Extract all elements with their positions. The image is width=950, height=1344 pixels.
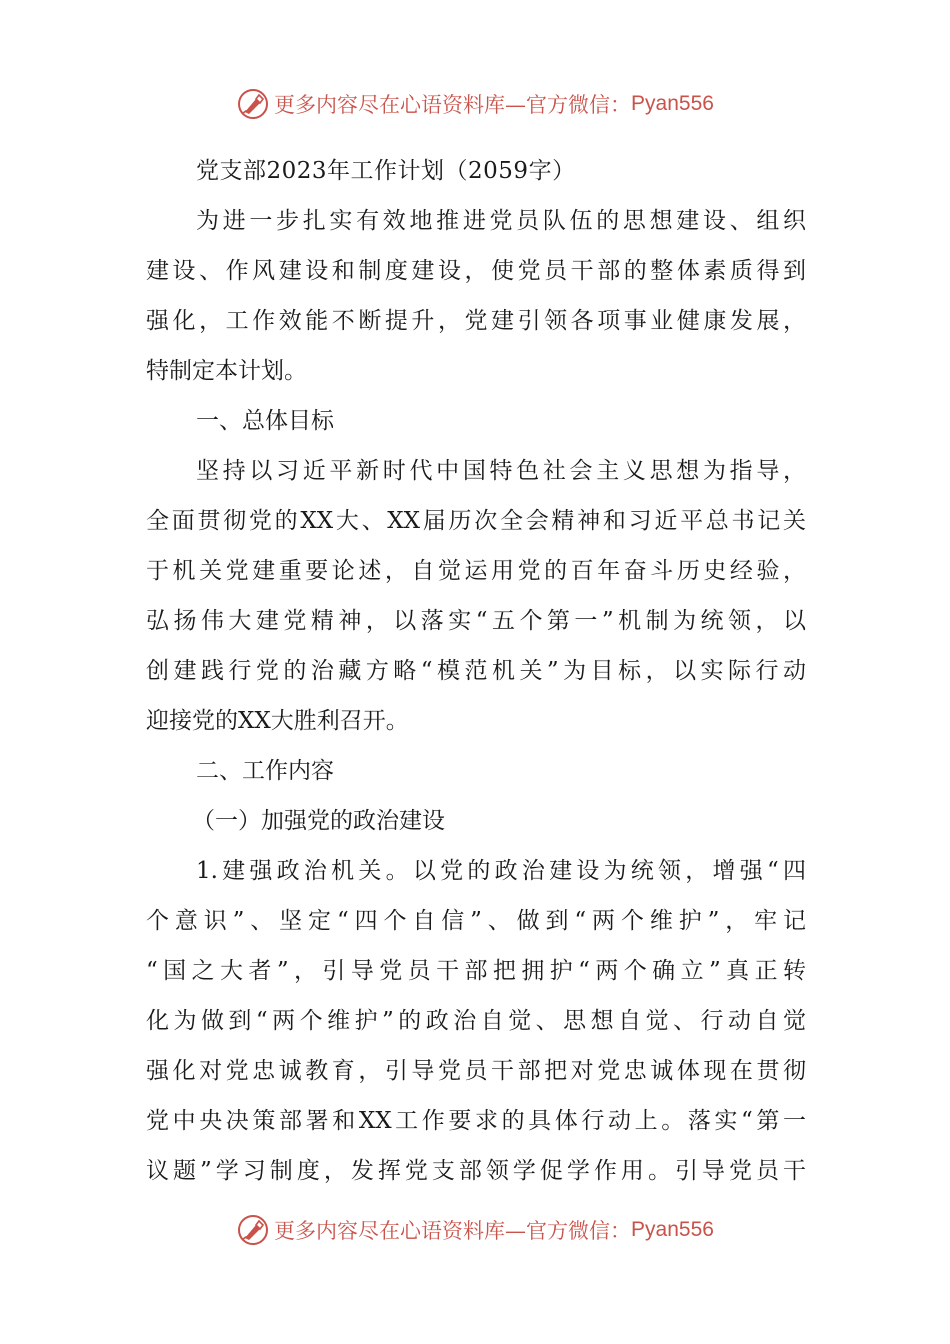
paragraph-line: 化为做到“两个维护”的政治自觉、思想自觉、行动自觉	[146, 1008, 806, 1034]
document-title: 党支部2023年工作计划（2059字）	[196, 158, 576, 184]
paragraph-line: 个意识”、坚定“四个自信”、做到“两个维护”，牢记	[146, 908, 806, 934]
paragraph-line: “国之大者”，引导党员干部把拥护“两个确立”真正转	[146, 958, 806, 984]
watermark-text: 更多内容尽在心语资料库—官方微信：	[274, 1219, 632, 1243]
subsection-heading: （一）加强党的政治建设	[192, 808, 445, 834]
paragraph-line: 党中央决策部署和XX工作要求的具体行动上。落实“第一	[146, 1108, 806, 1134]
paragraph-line: 全面贯彻党的XX大、XX届历次全会精神和习近平总书记关	[146, 508, 806, 534]
watermark-text: 更多内容尽在心语资料库—官方微信：	[274, 93, 632, 117]
watermark-wechat-id: Pyan556	[631, 92, 714, 115]
paragraph-line: 弘扬伟大建党精神，以落实“五个第一”机制为统领，以	[146, 608, 806, 634]
paragraph-line: 为进一步扎实有效地推进党员队伍的思想建设、组织	[196, 208, 806, 234]
document-body	[146, 146, 806, 1196]
paragraph-line: 1.建强政治机关。以党的政治建设为统领，增强“四	[196, 858, 806, 884]
paragraph-line: 创建践行党的治藏方略“模范机关”为目标，以实际行动	[146, 658, 806, 684]
watermark-footer	[0, 1210, 950, 1250]
paragraph-line: 建设、作风建设和制度建设，使党员干部的整体素质得到	[146, 258, 806, 284]
paragraph-line: 特制定本计划。	[146, 358, 307, 384]
section-heading: 一、总体目标	[196, 408, 334, 434]
paragraph-line: 迎接党的XX大胜利召开。	[146, 708, 409, 734]
paragraph-line: 坚持以习近平新时代中国特色社会主义思想为指导，	[196, 458, 806, 484]
paragraph-line: 强化对党忠诚教育，引导党员干部把对党忠诚体现在贯彻	[146, 1058, 806, 1084]
watermark-wechat-id: Pyan556	[631, 1218, 714, 1241]
pen-nib-icon	[236, 87, 270, 121]
section-heading: 二、工作内容	[196, 758, 334, 784]
paragraph-line: 于机关党建重要论述，自觉运用党的百年奋斗历史经验，	[146, 558, 806, 584]
pen-nib-icon	[236, 1213, 270, 1247]
paragraph-line: 议题”学习制度，发挥党支部领学促学作用。引导党员干	[146, 1158, 806, 1184]
paragraph-line: 强化，工作效能不断提升，党建引领各项事业健康发展，	[146, 308, 806, 334]
watermark-header	[0, 84, 950, 124]
